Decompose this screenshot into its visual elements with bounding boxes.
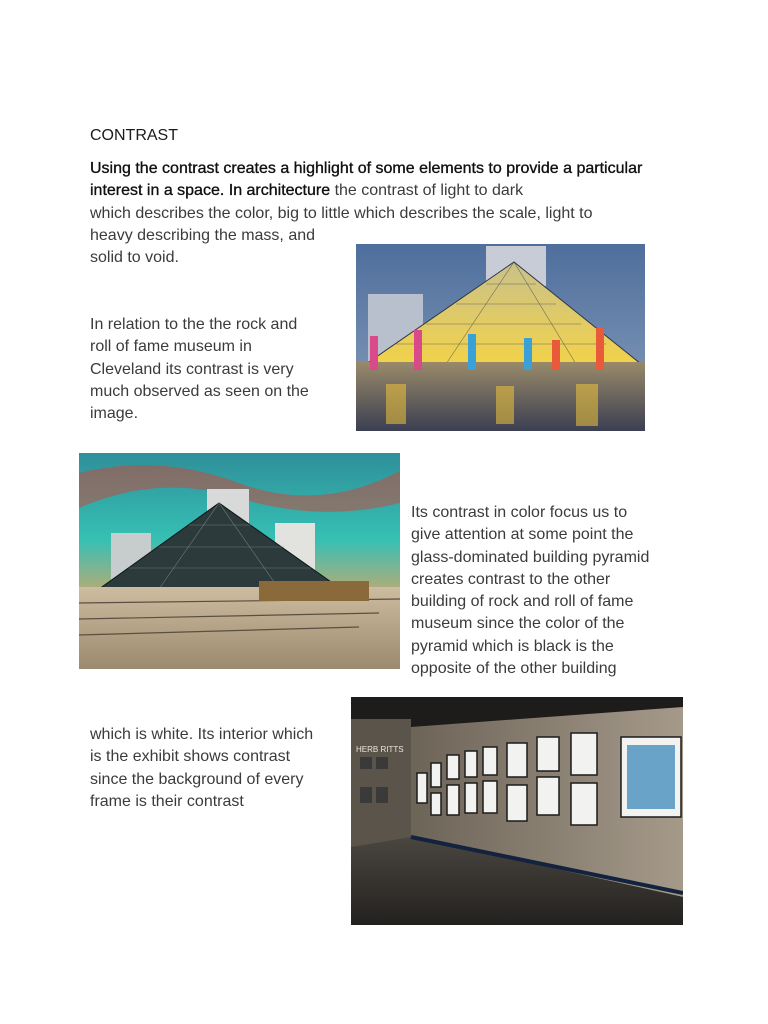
- paragraph-line: Its contrast in color focus us to: [411, 504, 628, 521]
- paragraph-line: much observed as seen on the: [90, 382, 309, 400]
- paragraph-line: creates contrast to the other: [411, 570, 611, 588]
- intro-text-continued: the contrast of light to dark: [330, 182, 524, 200]
- paragraph-interior: [90, 724, 350, 813]
- paragraph-line: frame is their contrast: [90, 792, 244, 810]
- paragraph-line: glass-dominated building pyramid: [411, 548, 650, 566]
- paragraph-line: roll of fame museum in: [90, 338, 252, 356]
- page-title: CONTRAST: [90, 127, 178, 144]
- paragraph-line: building of rock and roll of fame: [411, 593, 634, 611]
- paragraph-line: opposite of the other building: [411, 660, 617, 678]
- paragraph-line: pyramid which is black is the: [411, 637, 614, 655]
- paragraph-line: give attention at some point the: [411, 526, 634, 544]
- gallery-sign-text: HERB RITTS: [356, 745, 404, 754]
- paragraph-line: image.: [90, 405, 139, 423]
- intro-line-5: solid to void.: [90, 249, 179, 267]
- paragraph-line: is the exhibit shows contrast: [90, 748, 291, 766]
- gallery-interior-photo: [351, 697, 683, 925]
- intro-line-3: which describes the color, big to little which describes the scale, light to: [90, 204, 593, 222]
- museum-night-photo: [356, 244, 645, 431]
- paragraph-line: In relation to the the rock and: [90, 316, 298, 333]
- museum-sunset-photo: [79, 453, 400, 669]
- intro-line-4: heavy describing the mass, and: [90, 226, 316, 244]
- intro-bold-text: Using the contrast creates a highlight of some elements to provide a particular interest in a space. In architecture: [90, 160, 643, 200]
- paragraph-line: museum since the color of the: [411, 615, 625, 633]
- paragraph-line: since the background of every: [90, 770, 304, 788]
- paragraph-line: which is white. Its interior which: [90, 726, 314, 743]
- paragraph-color-contrast: [411, 502, 711, 680]
- paragraph-museum-relation: [90, 314, 350, 425]
- intro-line-1-2: [90, 158, 660, 203]
- paragraph-line: Cleveland its contrast is very: [90, 360, 294, 378]
